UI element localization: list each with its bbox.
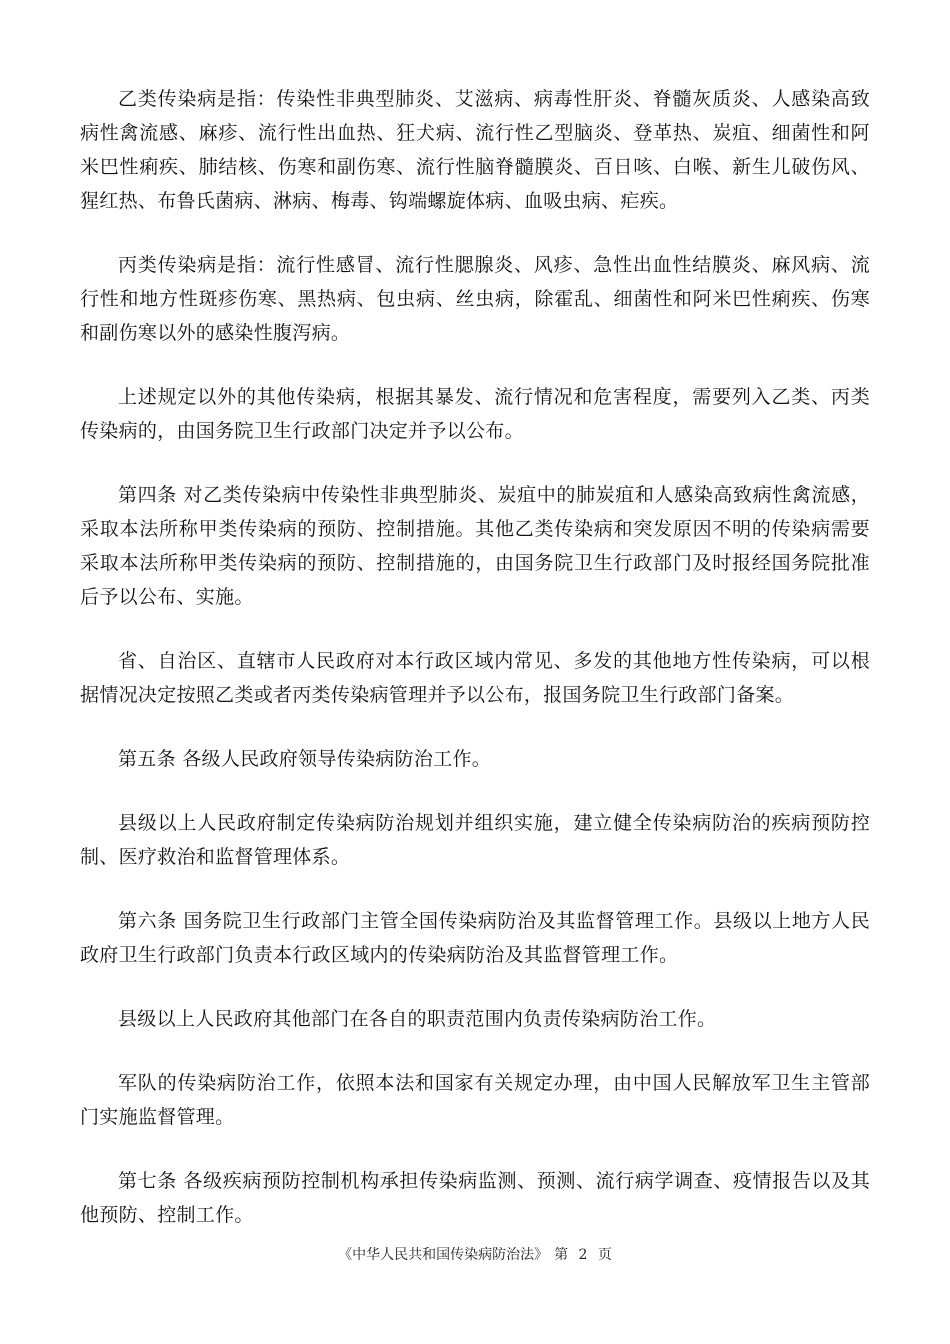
paragraph-provincial-diseases: 省、自治区、直辖市人民政府对本行政区域内常见、多发的其他地方性传染病，可以根据情况决定按照乙类或者丙类传染病管理并予以公布，报国务院卫生行政部门备案。 — [80, 650, 870, 706]
paragraph-class-b-diseases: 乙类传染病是指：传染性非典型肺炎、艾滋病、病毒性肝炎、脊髓灰质炎、人感染高致病性禽流感、麻疹、流行性出血热、狂犬病、流行性乙型脑炎、登革热、炭疽、细菌性和阿米巴性痢疾、肺结核、伤寒和副伤寒、流行性脑脊髓膜炎、百日咳、白喉、新生儿破伤风、猩红热、布鲁氏菌病、淋病、梅毒、钩端螺旋体病、血吸虫病、疟疾。 — [80, 88, 870, 212]
paragraph-article-5: 第五条 各级人民政府领导传染病防治工作。 — [118, 748, 492, 770]
paragraph-other-departments: 县级以上人民政府其他部门在各自的职责范围内负责传染病防治工作。 — [118, 1008, 717, 1030]
footer-page-number: 2 — [578, 1247, 588, 1263]
page-footer — [0, 1244, 950, 1264]
paragraph-article-6: 第六条 国务院卫生行政部门主管全国传染病防治及其监督管理工作。县级以上地方人民政府卫生行政部门负责本行政区域内的传染病防治及其监督管理工作。 — [80, 910, 870, 966]
footer-title: 《中华人民共和国传染病防治法》 — [338, 1247, 549, 1263]
paragraph-other-diseases: 上述规定以外的其他传染病，根据其暴发、流行情况和危害程度，需要列入乙类、丙类传染病的，由国务院卫生行政部门决定并予以公布。 — [80, 386, 870, 442]
footer-page-suffix: 页 — [597, 1247, 612, 1263]
paragraph-class-c-diseases: 丙类传染病是指：流行性感冒、流行性腮腺炎、风疹、急性出血性结膜炎、麻风病、流行性和地方性斑疹伤寒、黑热病、包虫病、丝虫病，除霍乱、细菌性和阿米巴性痢疾、伤寒和副伤寒以外的感染性腹泻病。 — [80, 254, 870, 344]
paragraph-county-planning: 县级以上人民政府制定传染病防治规划并组织实施，建立健全传染病防治的疾病预防控制、医疗救治和监督管理体系。 — [80, 812, 870, 868]
document-body — [80, 82, 870, 1262]
paragraph-article-4: 第四条 对乙类传染病中传染性非典型肺炎、炭疽中的肺炭疽和人感染高致病性禽流感，采取本法所称甲类传染病的预防、控制措施。其他乙类传染病和突发原因不明的传染病需要采取本法所称甲类传染病的预防、控制措施的，由国务院卫生行政部门及时报经国务院批准后予以公布、实施。 — [80, 484, 870, 608]
footer-page-prefix: 第 — [554, 1247, 569, 1263]
paragraph-military: 军队的传染病防治工作，依照本法和国家有关规定办理，由中国人民解放军卫生主管部门实施监督管理。 — [80, 1072, 870, 1128]
paragraph-article-7: 第七条 各级疾病预防控制机构承担传染病监测、预测、流行病学调查、疫情报告以及其他预防、控制工作。 — [80, 1170, 870, 1226]
